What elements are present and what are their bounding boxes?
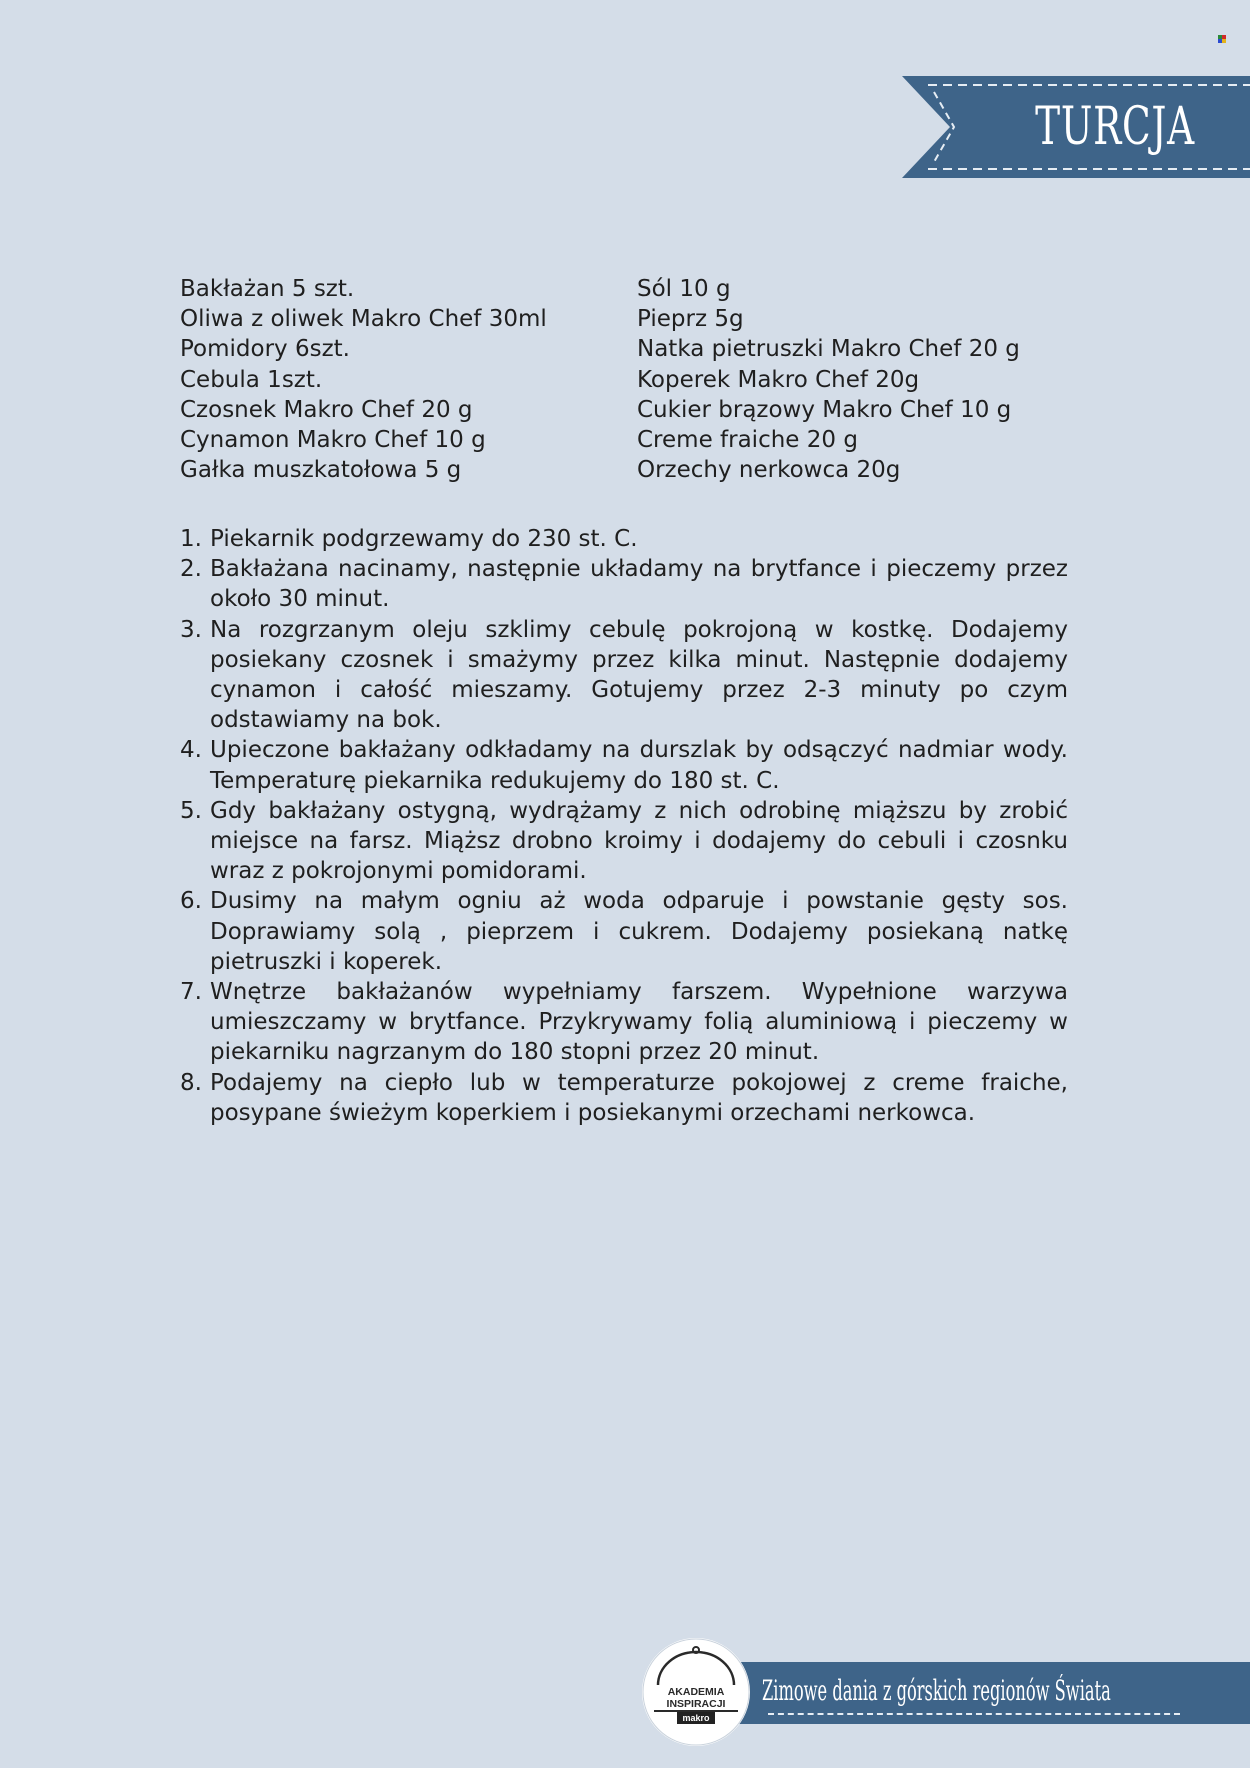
step-text: Piekarnik podgrzewamy do 230 st. C. [210,526,638,552]
ingredient-item: Cukier brązowy Makro Chef 10 g [637,396,1012,423]
ingredient-item: Oliwa z oliwek Makro Chef 30ml [180,306,547,333]
ingredient-item: Cebula 1szt. [180,366,323,393]
step-number: 3. [180,616,202,643]
ingredient-item: Orzechy nerkowca 20g [637,457,901,484]
preparation-steps [180,524,1068,1128]
step-text: Bakłażana nacinamy, następnie układamy na brytfance i pieczemy przez około 30 minut. [210,556,1068,613]
ingredient-item: Sól 10 g [637,276,731,302]
ingredient-item: Gałka muszkatołowa 5 g [180,457,462,484]
ingredient-item: Bakłażan 5 szt. [180,276,355,302]
logo-text-line1: AKADEMIA [667,1686,725,1698]
corner-color-mark [1218,35,1226,43]
ingredients-list-right [637,274,1020,485]
step-text: Na rozgrzanym oleju szklimy cebulę pokrojoną w kostkę. Dodajemy posiekany czosnek i smażymy przez kilka minut. Następnie dodajemy cynamon i całość mieszamy. Gotujemy przez 2-3 minuty po czym odstawiamy na bok. [210,616,1068,734]
ingredient-item: Creme fraiche 20 g [637,427,858,454]
ingredient-item: Koperek Makro Chef 20g [637,366,920,393]
step-item [180,796,1068,887]
step-number: 4. [180,737,202,764]
step-item [180,735,1068,795]
step-number: 2. [180,556,202,583]
ingredient-item: Pomidory 6szt. [180,336,350,363]
step-text: Podajemy na ciepło lub w temperaturze pokojowej z creme fraiche, posypane świeżym koperkiem i posiekanymi orzechami nerkowca. [210,1069,1068,1126]
step-item [180,615,1068,736]
step-item [180,886,1068,977]
makro-brand-badge: makro [677,1712,715,1724]
ingredient-item: Czosnek Makro Chef 20 g [180,396,473,423]
step-text: Dusimy na małym ogniu aż woda odparuje i powstanie gęsty sos. Doprawiamy solą , pieprzem i cukrem. Dodajemy posiekaną natkę pietruszki i koperek. [210,888,1068,975]
logo-text-line2: INSPIRACJI [666,1698,726,1710]
step-text: Upieczone bakłażany odkładamy na durszlak by odsączyć nadmiar wody. Temperaturę piekarnika redukujemy do 180 st. C. [210,737,1068,794]
step-number: 8. [180,1069,202,1096]
ingredients-list-left [180,274,547,485]
ingredient-item: Natka pietruszki Makro Chef 20 g [637,336,1020,363]
ingredient-item: Cynamon Makro Chef 10 g [180,427,486,454]
ingredient-item: Pieprz 5g [637,306,744,333]
step-number: 7. [180,979,202,1006]
step-item [180,1068,1068,1128]
step-number: 5. [180,797,202,824]
step-number: 6. [180,888,202,915]
step-number: 1. [180,526,202,552]
step-text: Wnętrze bakłażanów wypełniamy farszem. Wypełnione warzywa umieszczamy w brytfance. Przykrywamy folią aluminiową i pieczemy w piekarniku nagrzanym do 180 stopni przez 20 minut. [210,979,1068,1066]
footer-series-title: Zimowe dania z górskich regionów Świata [762,1673,1111,1707]
step-text: Gdy bakłażany ostygną, wydrążamy z nich odrobinę miąższu by zrobić miejsce na farsz. Miąższ drobno kroimy i dodajemy do cebuli i czosnku wraz z pokrojonymi pomidorami. [210,797,1068,885]
step-item [180,524,1068,554]
step-item [180,554,1068,614]
akademia-inspiracji-logo [642,1638,750,1746]
page-title: TURCJA [1035,97,1195,157]
step-item [180,977,1068,1068]
